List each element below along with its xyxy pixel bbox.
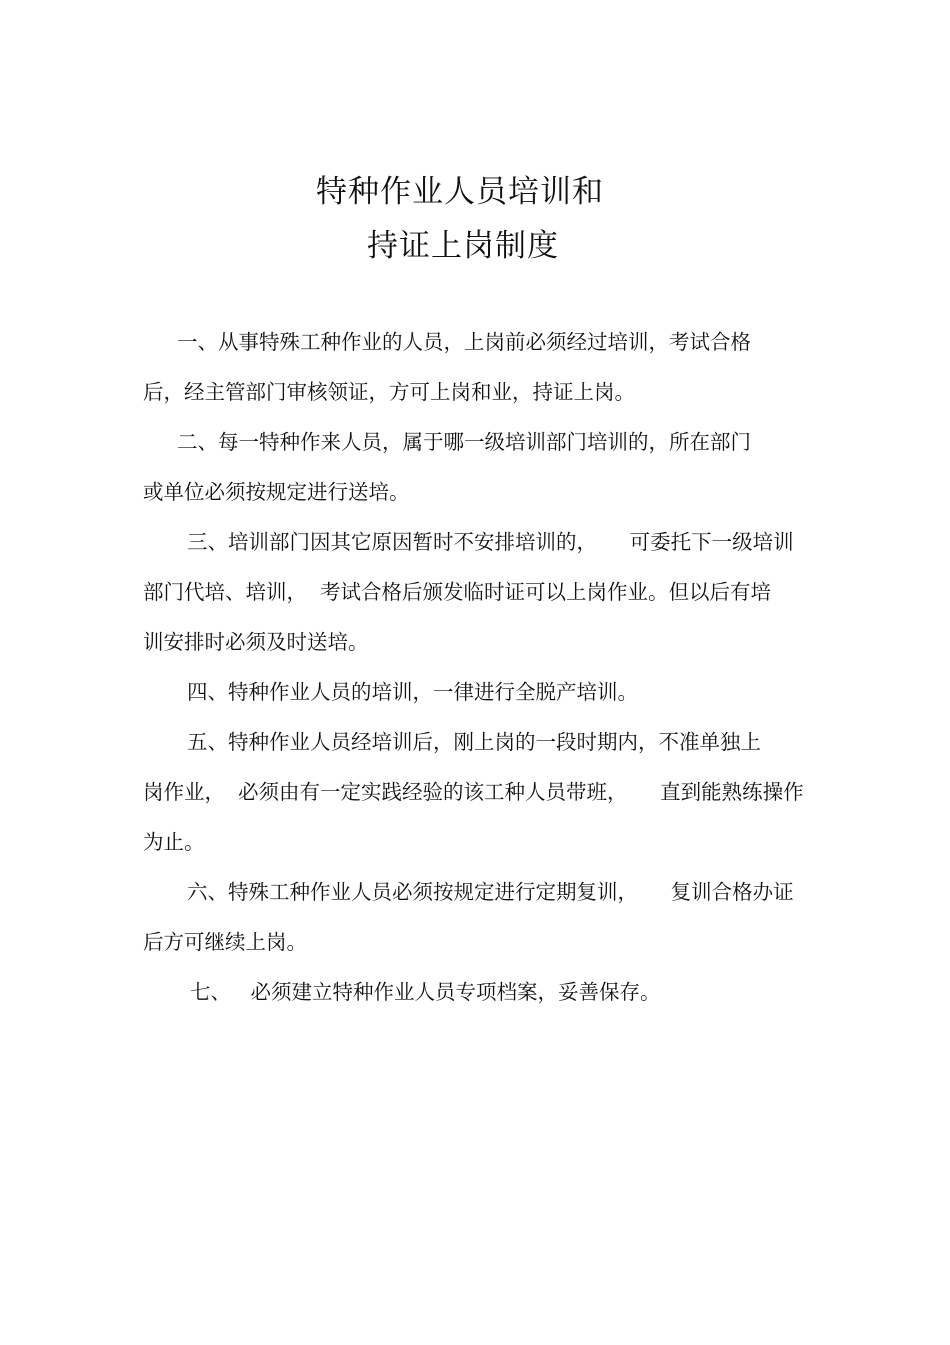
clause-3-line-1: 三、培训部门因其它原因暂时不安排培训的， 可委托下一级培训 (187, 530, 794, 554)
clause-3-line-3: 训安排时必须及时送培。 (143, 630, 369, 654)
clause-1-line-2: 后，经主管部门审核领证，方可上岗和业，持证上岗。 (143, 380, 635, 404)
clause-1-line-1: 一、从事特殊工种作业的人员，上岗前必须经过培训，考试合格 (177, 330, 751, 354)
clause-2-line-1: 二、每一特种作来人员，属于哪一级培训部门培训的，所在部门 (177, 430, 751, 454)
clause-2-line-2: 或单位必须按规定进行送培。 (143, 480, 410, 504)
clause-6-line-2: 后方可继续上岗。 (143, 930, 307, 954)
clause-5-line-3: 为止。 (143, 830, 205, 854)
clause-5-line-2: 岗作业， 必须由有一定实践经验的该工种人员带班， 直到能熟练操作 (143, 780, 804, 804)
clause-3-line-2: 部门代培、培训， 考试合格后颁发临时证可以上岗作业。但以后有培 (143, 580, 772, 604)
clause-7-line-1: 七、 必须建立特种作业人员专项档案，妥善保存。 (190, 980, 661, 1004)
document-title-line-2: 持证上岗制度 (367, 228, 559, 264)
clause-5-line-1: 五、特种作业人员经培训后，刚上岗的一段时期内，不准单独上 (187, 730, 761, 754)
clause-4-line-1: 四、特种作业人员的培训，一律进行全脱产培训。 (187, 680, 638, 704)
document-title-line-1: 特种作业人员培训和 (316, 174, 604, 210)
clause-6-line-1: 六、特殊工种作业人员必须按规定进行定期复训， 复训合格办证 (187, 880, 794, 904)
